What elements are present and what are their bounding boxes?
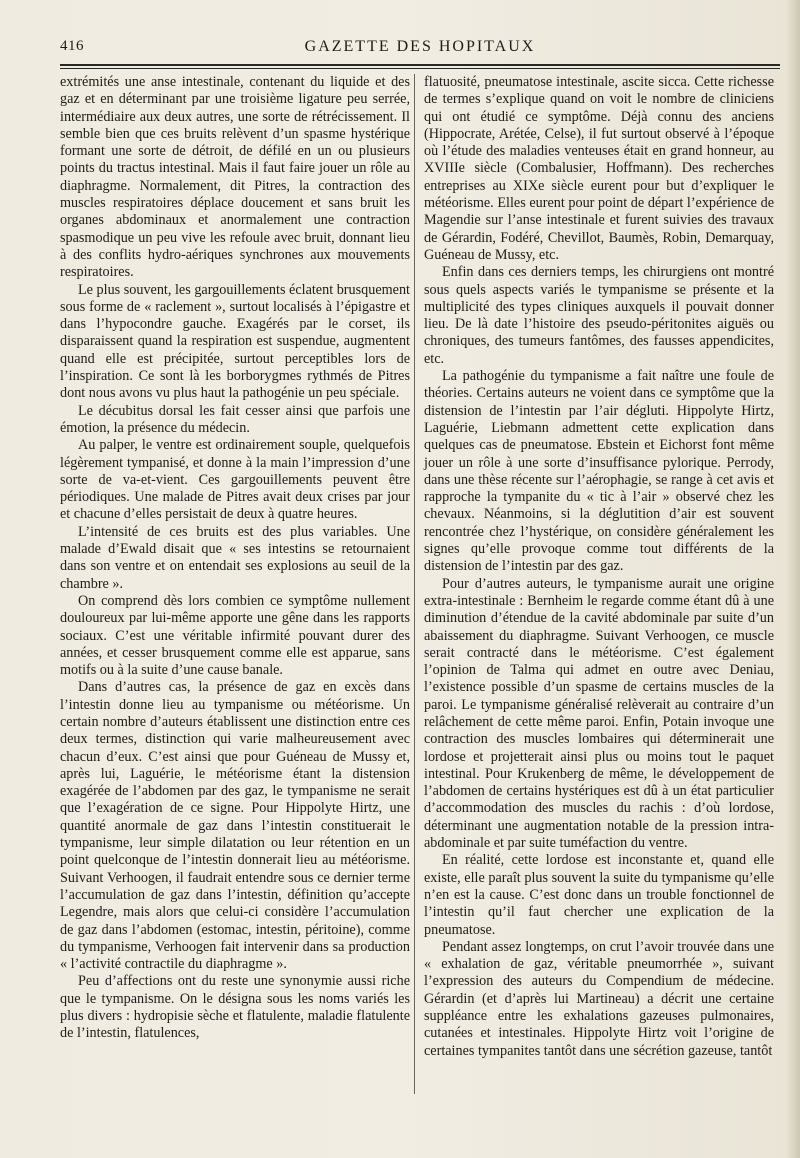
paragraph: En réalité, cette lordose est inconstante et, quand elle existe, elle paraît plus souvent la suite du tympanisme qu’elle n’en est la cause. C’est donc dans un trouble fonctionnel de l’intestin qu’il faut chercher une explication de la pneumatose. [424,852,774,938]
column-divider [414,74,415,1094]
paragraph: extrémités une anse intestinale, contenant du liquide et des gaz et en déterminant par une troisième ligature peu serrée, intermédiaire aux deux autres, une sorte de rétrécissement. Il semble bien que ces bruits relèvent d’un spasme hystérique formant une sorte de détroit, de défilé en un ou plusieurs points du tractus intestinal. Mais il faut faire jouer un rôle au diaphragme. Normalement, dit Pitres, la contraction des muscles respiratoires déplace doucement et sans bruit les organes abdominaux et anormalement une contraction spasmodique un peu vive les refoule avec bruit, donnant lieu à des conflits hydro-aériques synchrones aux mouvements respiratoires. [60,74,410,281]
paragraph: Enfin dans ces derniers temps, les chirurgiens ont montré sous quels aspects variés le tympanisme se présente et la multiplicité des types cliniques auxquels il pouvait donner lieu. De là date l’histoire des pseudo-péritonites aiguës ou chroniques, des tumeurs fantômes, des fausses appendicites, etc. [424,264,774,367]
running-header [60,38,780,60]
paragraph: Dans d’autres cas, la présence de gaz en excès dans l’intestin donne lieu au tympanisme ou météorisme. Un certain nombre d’auteurs établissent une distinction entre ces deux termes, distinction qui varie malheureusement avec chacun d’eux. C’est ainsi que pour Guéneau de Mussy et, après lui, Laguérie, le météorisme étant la distension exagérée de l’abdomen par des gaz, le tympanisme ne serait que l’exagération de ce signe. Pour Hippolyte Hirtz, une quantité anormale de gaz dans l’intestin constituerait le tympanisme, leur simple dilatation ou leur rétention en un point quelconque de l’intestin donnerait lieu au météorisme. Suivant Verhoogen, il faudrait entendre sous ce dernier terme l’accumulation de gaz dans l’intestin, définition qu’accepte Legendre, mais alors que celui-ci considère l’accumulation de gaz dans l’abdomen (estomac, intestin, péritoine), comme du tympanisme, Verhoogen fait intervenir dans sa production « l’activité contractile du diaphragme ». [60,679,410,973]
paragraph: L’intensité de ces bruits est des plus variables. Une malade d’Ewald disait que « ses intestins se retournaient dans son ventre et on entendait ses explosions au seuil de la chambre ». [60,523,410,592]
paragraph: Pour d’autres auteurs, le tympanisme aurait une origine extra-intestinale : Bernheim le regarde comme étant dû à une diminution d’étendue de la cavité abdominale par suite d’un abaissement du diaphragme. Suivant Verhoogen, ce muscle serait contracté dans le météorisme. C’est également l’opinion de Talma qui admet en outre avec Deniau, l’existence possible d’un spasme de certains muscles de la paroi. Le tympanisme généralisé relèverait au contraire d’un relâchement de cette même paroi. Enfin, Potain invoque une contraction des muscles lombaires qui déterminerait une lordose et projetterait ainsi plus ou moins tout le paquet intestinal. Pour Krukenberg de même, le développement de l’abdomen de certains hystériques est dû à un état particulier d’accommodation des muscles du rachis : d’où lordose, déterminant une augmentation notable de la pression intra-abdominale et par suite tuméfaction du ventre. [424,575,774,852]
paragraph: La pathogénie du tympanisme a fait naître une foule de théories. Certains auteurs ne voient dans ce symptôme que la distension de l’intestin par l’air dégluti. Hippolyte Hirtz, Laguérie, Liebmann admettent cette explication dans quelques cas de pneumatose. Ebstein et Eichorst font même jouer un rôle à une sorte d’insuffisance pylorique. Perrody, dans une thèse récente sur l’aérophagie, se range à cet avis et rapproche la tympanite du « tic à l’air » observé chez les chevaux. Néanmoins, si la déglutition d’air est souvent rencontrée chez l’hystérique, on considère généralement les signes qu’elle provoque comme tout différents de la distension de l’intestin par des gaz. [424,368,774,575]
paragraph: Le plus souvent, les gargouillements éclatent brusquement sous forme de « raclement », surtout localisés à l’épigastre et dans l’hypocondre gauche. Exagérés par le corset, ils disparaissent quand la respiration est suspendue, augmentent quand elle est précipitée, surtout perceptibles lors de l’inspiration. Ce sont là les borborygmes rythmés de Pitres dont nous avons vu plus haut la pathogénie un peu spéciale. [60,281,410,402]
paragraph: Pendant assez longtemps, on crut l’avoir trouvée dans une « exhalation de gaz, véritable pneumorrhée », suivant l’expression des auteurs du Compendium de médecine. Gérardin (et d’après lui Martineau) a décrit une certaine suppléance entre les exhalations gazeuses pulmonaires, cutanées et intestinales. Hippolyte Hirtz voit l’origine de certaines tympanites tantôt dans une sécrétion gazeuse, tantôt [424,938,774,1059]
left-column [60,74,410,1043]
page-edge-shadow [786,0,800,1158]
paragraph: Peu d’affections ont du reste une synonymie aussi riche que le tympanisme. On le désigna sous les noms variés les plus divers : hydropisie sèche et flatulente, maladie flatulente de l’intestin, flatulences, [60,973,410,1042]
paragraph: flatuosité, pneumatose intestinale, ascite sicca. Cette richesse de termes s’explique quand on voit le nombre de cliniciens qui ont étudié ce symptôme. Déjà connu des anciens (Hippocrate, Arétée, Celse), il fut surtout observé à l’époque où l’étude des maladies venteuses était en grand honneur, au XVIIIe siècle (Combalusier, Hoffmann). Des recherches entreprises au XIXe siècle eurent pour but d’expliquer le météorisme. Elles eurent pour point de départ l’expérience de Magendie sur l’anse intestinale et furent suivies des travaux de Gérardin, Fodéré, Chevillot, Baumès, Robin, Demarquay, Guéneau de Mussy, etc. [424,74,774,263]
header-rule-thick [60,64,780,66]
journal-title: GAZETTE DES HOPITAUX [304,38,536,55]
paragraph: Le décubitus dorsal les fait cesser ainsi que parfois une émotion, la présence du médecin. [60,402,410,436]
right-column [424,74,774,1060]
header-rule-thin [60,68,780,69]
page-number: 416 [60,38,84,54]
paragraph: On comprend dès lors combien ce symptôme nullement douloureux par lui-même apporte une gêne dans les rapports sociaux. C’est une véritable infirmité pouvant durer des années, et cesser brusquement comme elle est apparue, sans motifs ou à la suite d’une cause banale. [60,592,410,679]
paragraph: Au palper, le ventre est ordinairement souple, quelquefois légèrement tympanisé, et donne à la main l’impression d’une sorte de va-et-vient. Ces gargouillements peuvent être périodiques. Une malade de Pitres avait deux crises par jour et chacune d’elles persistait de deux à quatre heures. [60,437,410,523]
